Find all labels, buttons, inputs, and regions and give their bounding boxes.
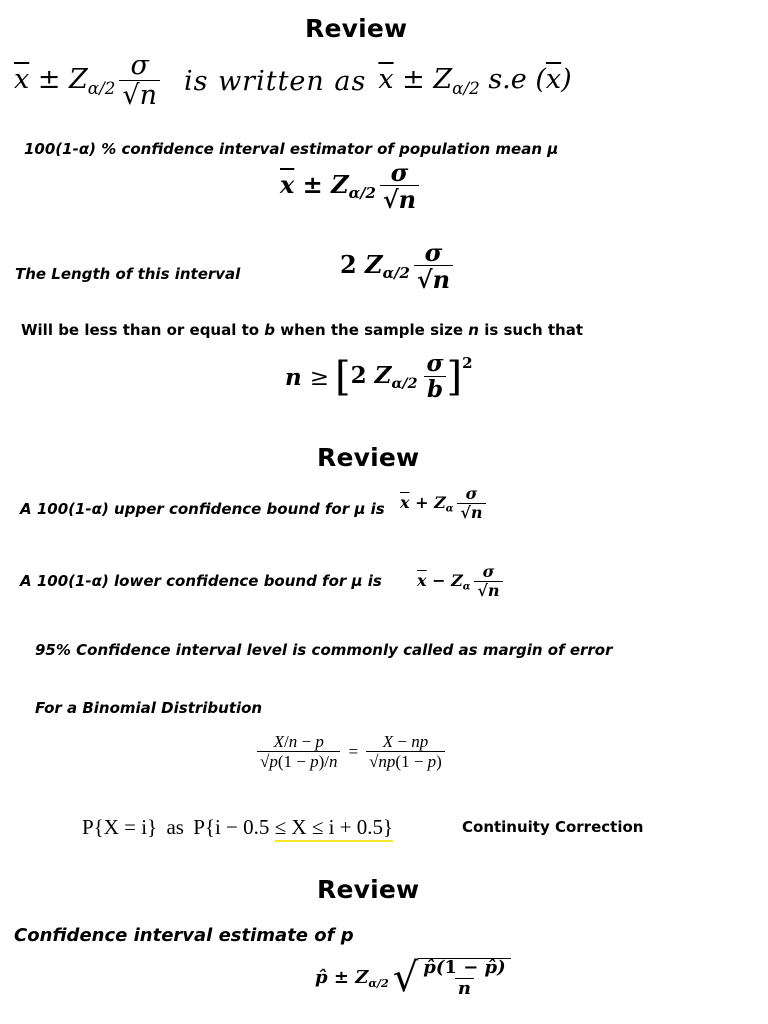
heading-review-2: Review: [317, 443, 420, 472]
ci-estimate-p-label: Confidence interval estimate of p: [14, 925, 354, 946]
heading-review-3: Review: [317, 875, 420, 904]
formula-xbar-written-as: $\overline{x} \pm Z_{\alpha/2}$ $\frac{\sigma}{√n}$ is written as $\overline{x} \pm Z_{\alpha/2}$ s.e $(\overline{x})$: [14, 50, 572, 112]
lower-bound-label: A 100(1-α) lower confidence bound for μ is: [20, 572, 382, 590]
upper-bound-label: A 100(1-α) upper confidence bound for μ is: [20, 500, 385, 518]
formula-ci-estimator: $\overline{x} \pm Z_{\alpha/2}$ $\frac{\sigma}{√n}$: [280, 160, 419, 212]
heading-review-1: Review: [305, 14, 408, 43]
continuity-highlight: ≤ X ≤ i + 0.5}: [275, 815, 393, 842]
formula-sample-size: n ≥ [ 2 $Z_{\alpha/2}$ $\frac{\sigma}{b}$ ] 2: [285, 350, 473, 404]
formula-upper-bound: $\overline{x} + Z_\alpha$ $\frac{\sigma}{√n}$: [400, 486, 486, 522]
binomial-label: For a Binomial Distribution: [35, 699, 263, 717]
ci-estimator-label: 100(1-α) % confidence interval estimator of population mean μ: [24, 140, 559, 158]
formula-lower-bound: $\overline{x} - Z_\alpha$ $\frac{\sigma}{√n}$: [417, 564, 503, 600]
formula-binomial-standardize: $\frac{X/n - p}{√p(1 - p)/n}$ = $\frac{X - np}{√np(1 - p)}$: [257, 733, 445, 771]
sample-size-label: Will be less than or equal to b when the sample size n is such that: [21, 321, 584, 339]
formula-ci-p: p̂ ± $Z_{\alpha/2}$ √ $\frac{p̂(1 - p̂)}{n}$: [315, 958, 511, 999]
formula-continuity: P{X = i} as P{i − 0.5 ≤ X ≤ i + 0.5}: [82, 815, 393, 840]
interval-length-label: The Length of this interval: [15, 265, 241, 283]
formula-interval-length: 2 $Z_{\alpha/2}$ $\frac{\sigma}{√n}$: [340, 240, 453, 292]
margin-of-error-label: 95% Confidence interval level is commonly called as margin of error: [35, 641, 613, 659]
continuity-correction-label: Continuity Correction: [462, 818, 644, 836]
